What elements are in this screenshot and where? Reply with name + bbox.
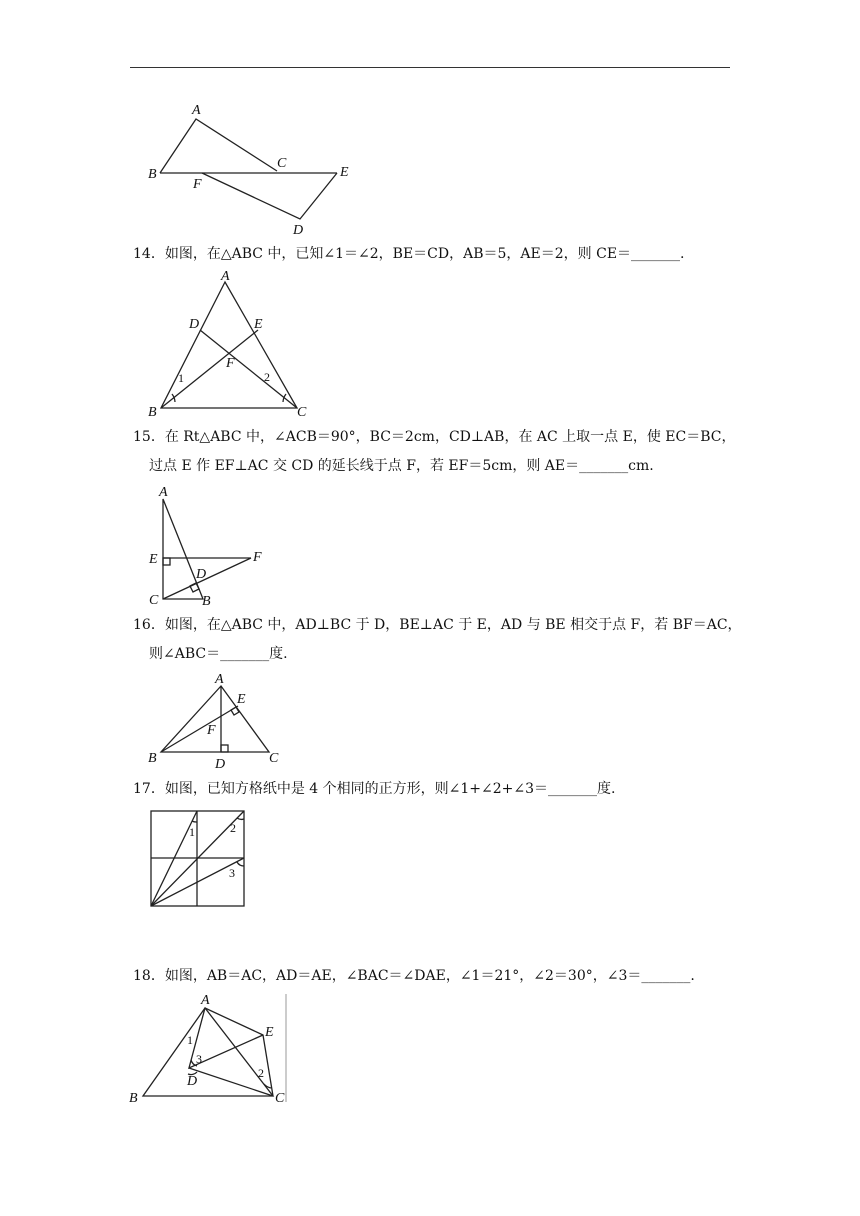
figure-q18 (125, 992, 295, 1107)
fig14-triangle-abc (161, 282, 297, 408)
question-18: 18．如图，AB＝AC，AD＝AE，∠BAC＝∠DAE，∠1＝21°，∠2＝30°，∠3＝_______. (133, 968, 695, 984)
header-rule (130, 67, 730, 68)
fig18-label-d: D (187, 1074, 198, 1089)
fig18-label-2: 2 (258, 1066, 264, 1080)
fig14-label-1: 1 (178, 371, 184, 385)
fig18-label-3: 3 (196, 1052, 202, 1066)
figure-q16 (145, 670, 290, 770)
fig15-right-angle-e (163, 558, 170, 565)
fig18-label-e: E (265, 1025, 274, 1040)
figure-q13 (140, 95, 370, 240)
figure-q15 (145, 483, 275, 608)
fig17-label-1: 1 (189, 825, 195, 839)
fig14-line-be (161, 330, 258, 408)
figure-q14 (145, 270, 325, 420)
fig14-label-f: F (226, 356, 235, 371)
fig14-line-cd (200, 330, 297, 408)
fig14-label-d: D (189, 317, 200, 332)
fig14-label-c: C (297, 405, 307, 420)
fig16-right-angle-d (221, 745, 228, 752)
fig14-label-b: B (148, 405, 157, 420)
fig17-label-2: 2 (230, 821, 236, 835)
question-14: 14．如图，在△ABC 中，已知∠1＝∠2，BE＝CD，AB＝5，AE＝2，则 CE＝_______. (133, 246, 685, 262)
fig13-label-c: C (277, 156, 287, 171)
fig15-line-cf (163, 558, 251, 599)
fig16-label-a: A (215, 672, 224, 687)
fig18-label-1: 1 (187, 1033, 193, 1047)
fig15-label-c: C (149, 593, 159, 608)
fig13-label-b: B (148, 167, 157, 182)
fig17-angle-2-arc (237, 818, 244, 819)
fig13-triangle-def (202, 173, 337, 219)
fig15-label-b: B (202, 594, 211, 609)
fig18-triangle-abc (143, 1008, 273, 1096)
fig13-triangle-abc-part (160, 119, 277, 173)
fig17-angle-3-arc (237, 862, 244, 866)
fig13-label-f: F (193, 177, 202, 192)
fig18-label-b: B (129, 1091, 138, 1106)
fig15-label-d: D (196, 567, 207, 582)
fig13-label-d: D (293, 223, 304, 238)
fig14-label-2: 2 (264, 370, 270, 384)
fig16-label-b: B (148, 751, 157, 766)
question-15-line-2: 过点 E 作 EF⊥AC 交 CD 的延长线于点 F，若 EF＝5cm，则 AE＝_______cm. (149, 458, 654, 474)
fig14-label-e: E (254, 317, 263, 332)
question-17: 17．如图，已知方格纸中是 4 个相同的正方形，则∠1+∠2+∠3＝_______度. (133, 781, 616, 797)
fig17-label-3: 3 (229, 866, 235, 880)
question-15-line-1: 15．在 Rt△ABC 中，∠ACB＝90°，BC＝2cm，CD⊥AB，在 AC 上取一点 E，使 EC＝BC， (133, 429, 736, 445)
fig17-angle-1-arc (192, 821, 197, 822)
question-16-line-2: 则∠ABC＝_______度. (149, 646, 288, 662)
fig16-label-d: D (215, 757, 226, 772)
figure-q17 (145, 805, 255, 910)
fig14-label-a: A (221, 269, 230, 284)
question-16-line-1: 16．如图，在△ABC 中，AD⊥BC 于 D，BE⊥AC 于 E，AD 与 BE 相交于点 F，若 BF＝AC， (133, 617, 742, 633)
fig16-label-f: F (207, 723, 216, 738)
fig16-label-c: C (269, 751, 279, 766)
fig18-label-c: C (275, 1091, 285, 1106)
fig18-label-a: A (201, 993, 210, 1008)
fig13-label-e: E (340, 165, 349, 180)
fig13-label-a: A (192, 103, 201, 118)
fig15-label-e: E (149, 552, 158, 567)
fig16-label-e: E (237, 692, 246, 707)
fig15-label-a: A (159, 485, 168, 500)
fig15-label-f: F (253, 550, 262, 565)
